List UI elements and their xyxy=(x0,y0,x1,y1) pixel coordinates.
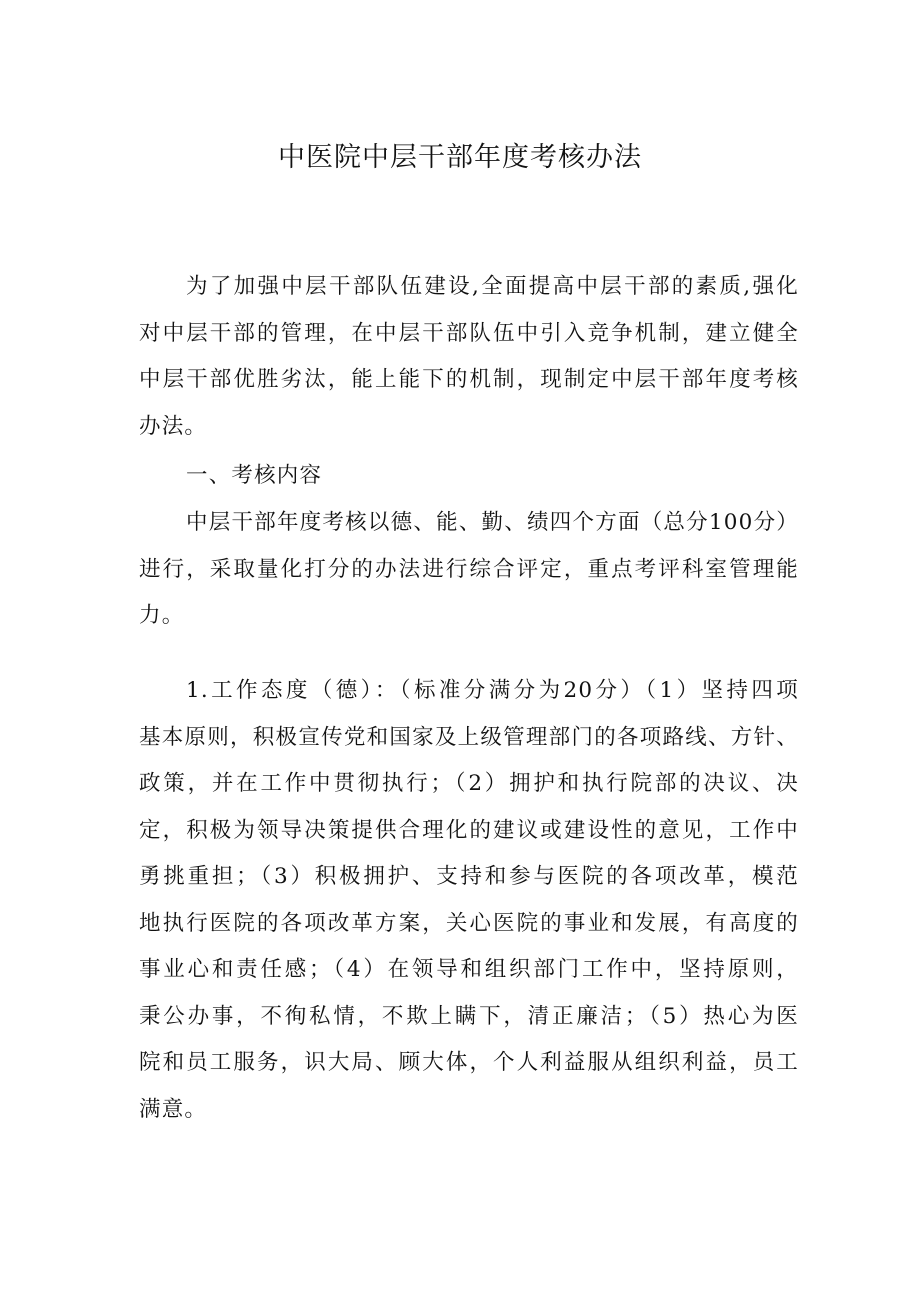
section1-paragraph xyxy=(139,500,799,640)
item1-line: 地执行医院的各项改革方案，关心医院的事业和发展，有高度的 xyxy=(139,910,799,936)
item1-line: 满意。 xyxy=(139,1096,208,1122)
item1-paragraph xyxy=(139,668,799,1133)
item1-line: 秉公办事，不徇私情，不欺上瞒下，清正廉洁；（5）热心为医 xyxy=(139,1003,799,1029)
item1-line: 事业心和责任感；（4）在领导和组织部门工作中，坚持原则， xyxy=(139,957,799,982)
item1-line: 院和员工服务，识大局、顾大体，个人利益服从组织利益，员工 xyxy=(139,1050,799,1075)
section-heading: 一、考核内容 xyxy=(186,463,323,488)
section1-line: 进行，采取量化打分的办法进行综合评定，重点考评科室管理能 xyxy=(139,556,799,582)
item1-line: 基本原则，积极宣传党和国家及上级管理部门的各项路线、方针、 xyxy=(139,724,799,750)
intro-paragraph xyxy=(139,264,799,450)
intro-line: 为了加强中层干部队伍建设,全面提高中层干部的素质,强化 xyxy=(186,274,799,299)
intro-line: 对中层干部的管理，在中层干部队伍中引入竞争机制，建立健全 xyxy=(139,320,799,346)
section1-line: 中层干部年度考核以德、能、勤、绩四个方面（总分100分） xyxy=(186,510,799,535)
document-title: 中医院中层干部年度考核办法 xyxy=(278,142,642,173)
item1-line: 1.工作态度（德）：（标准分满分为20分）（1）坚持四项 xyxy=(186,678,799,703)
item1-line: 勇挑重担；（3）积极拥护、支持和参与医院的各项改革，模范 xyxy=(139,864,799,889)
intro-line: 办法。 xyxy=(139,413,208,439)
item1-line: 定，积极为领导决策提供合理化的建议或建设性的意见，工作中 xyxy=(139,817,799,843)
section1-heading-block xyxy=(139,453,799,500)
item1-line: 政策，并在工作中贯彻执行；（2）拥护和执行院部的决议、决 xyxy=(139,771,799,796)
section1-line: 力。 xyxy=(139,603,185,628)
intro-line: 中层干部优胜劣汰，能上能下的机制，现制定中层干部年度考核 xyxy=(139,367,799,392)
